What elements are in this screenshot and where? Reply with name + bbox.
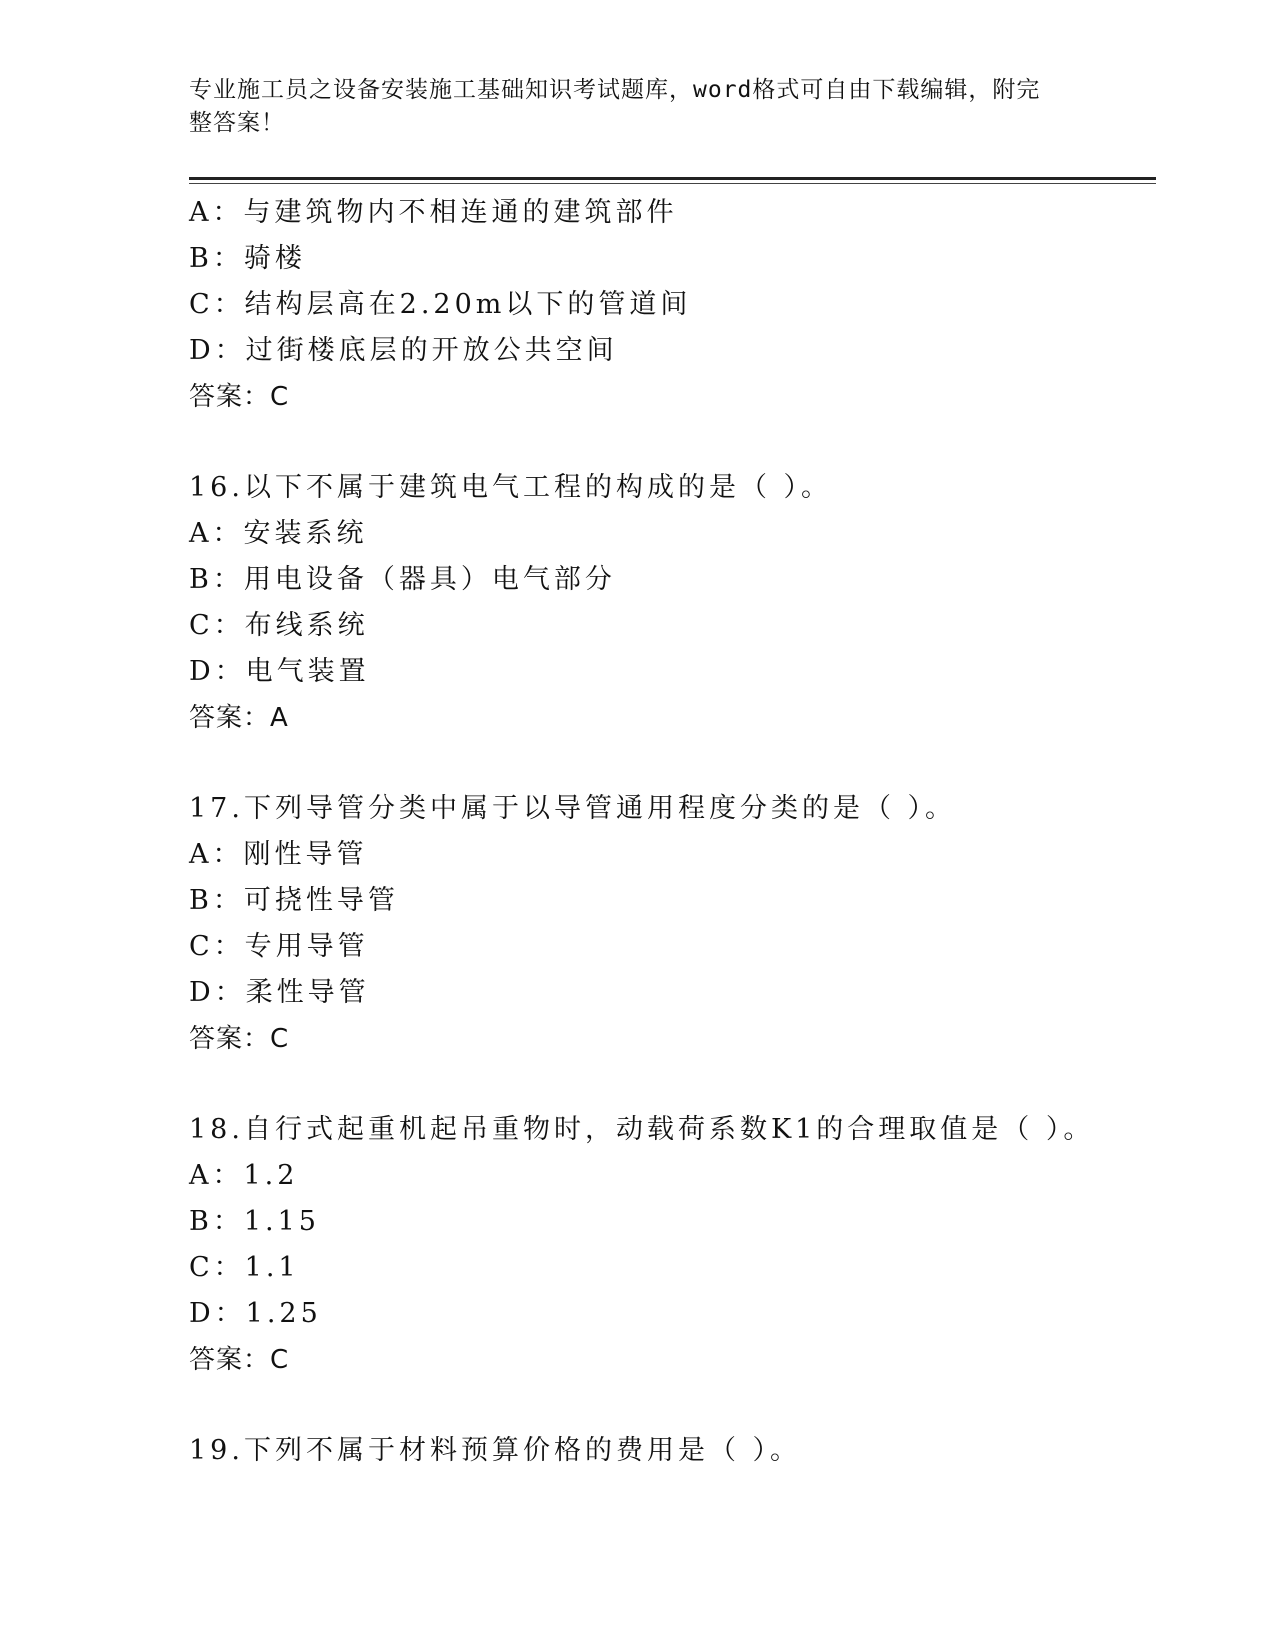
question-18-option-d: D：1.25 <box>189 1298 322 1329</box>
question-17-answer: 答案：C <box>189 1024 290 1054</box>
question-list <box>189 190 1149 1474</box>
question-15-option-d: D：过街楼底层的开放公共空间 <box>189 335 618 366</box>
question-15-answer: 答案：C <box>189 382 290 412</box>
header-divider-thin <box>189 183 1156 184</box>
spacer <box>189 1062 1149 1107</box>
question-17-block <box>189 786 1149 1062</box>
question-18-option-c: C：1.1 <box>189 1252 300 1283</box>
question-17-option-a: A：刚性导管 <box>189 839 368 870</box>
question-16-stem: 16.以下不属于建筑电气工程的构成的是（ ）。 <box>189 472 833 503</box>
spacer <box>189 1383 1149 1428</box>
question-19-block <box>189 1428 1149 1474</box>
question-16-option-b: B：用电设备（器具）电气部分 <box>189 564 616 595</box>
question-18-option-b: B：1.15 <box>189 1206 320 1237</box>
question-15-option-b: B：骑楼 <box>189 243 306 274</box>
spacer <box>189 741 1149 786</box>
header-divider-thick <box>189 177 1156 180</box>
question-17-stem: 17.下列导管分类中属于以导管通用程度分类的是（ ）。 <box>189 793 957 824</box>
question-17-option-c: C：专用导管 <box>189 931 369 962</box>
question-16-option-c: C：布线系统 <box>189 610 369 641</box>
header-line-2: 整答案！ <box>189 110 285 136</box>
question-16-answer: 答案：A <box>189 703 289 733</box>
question-19-stem: 19.下列不属于材料预算价格的费用是（ ）。 <box>189 1435 802 1466</box>
question-15-option-a: A：与建筑物内不相连通的建筑部件 <box>189 197 678 228</box>
spacer <box>189 420 1149 465</box>
question-16-option-d: D：电气装置 <box>189 656 370 687</box>
question-18-block <box>189 1107 1149 1383</box>
question-16-block <box>189 465 1149 741</box>
question-17-option-d: D：柔性导管 <box>189 977 370 1008</box>
question-15-block <box>189 190 1149 420</box>
question-16-option-a: A：安装系统 <box>189 518 368 549</box>
question-18-stem: 18.自行式起重机起吊重物时，动载荷系数K1的合理取值是（ ）。 <box>189 1114 1095 1145</box>
question-18-option-a: A：1.2 <box>189 1160 299 1191</box>
document-header <box>189 74 1069 140</box>
question-18-answer: 答案：C <box>189 1345 290 1375</box>
header-line-1: 专业施工员之设备安装施工基础知识考试题库，word格式可自由下载编辑，附完 <box>189 77 1041 103</box>
question-15-option-c: C：结构层高在2.20m以下的管道间 <box>189 289 692 320</box>
question-17-option-b: B：可挠性导管 <box>189 885 399 916</box>
